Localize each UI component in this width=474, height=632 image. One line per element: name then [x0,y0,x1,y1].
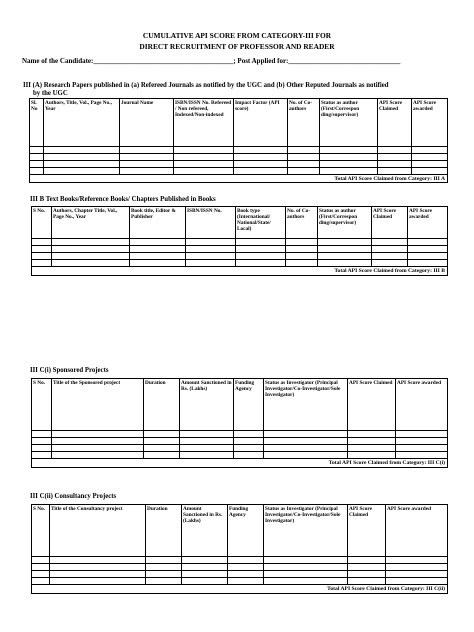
section-ci-heading: III C(i) Sponsored Projects [30,367,109,374]
table-header-row [30,99,448,147]
table-header-row [32,379,448,431]
table-cell[interactable] [396,452,448,459]
table-cell[interactable] [378,161,412,168]
table-cell[interactable] [32,431,52,438]
table-cell[interactable] [412,154,448,161]
table-cell[interactable] [318,253,372,260]
table-cell[interactable] [228,564,264,571]
table-cell[interactable] [320,154,378,161]
table-cell[interactable] [234,452,264,459]
table-cell[interactable] [408,239,448,246]
column-header: S No. [32,505,50,557]
column-header: Funding Agency [228,505,264,557]
table-cell[interactable] [288,154,320,161]
table-cell[interactable] [348,431,396,438]
table-cell[interactable] [348,452,396,459]
table-cell[interactable] [264,557,348,564]
table-cell[interactable] [174,154,234,161]
column-header: API Score Claimed [378,99,412,147]
table-cell[interactable] [320,147,378,154]
column-header: Status as Investigator (Principal Investigator/Co-Investigator/Sole Investigator) [264,379,348,431]
table-cell[interactable] [348,438,396,445]
section-ci-table [31,378,448,468]
section-a-heading-line1: III (A) Research Papers published in (a) Refereed Journals as notified by the UGC and (b) Other Reputed Journals as notified [23,82,389,89]
table-cell[interactable] [44,168,120,175]
column-header: Status as Investigator (Principal Investigator/Co-Investigator/Sole Investigator) [264,505,348,557]
table-cell[interactable] [234,154,288,161]
table-cell[interactable] [236,253,286,260]
table-cell[interactable] [44,161,120,168]
table-cell[interactable] [52,431,144,438]
table-cell[interactable] [408,246,448,253]
column-header: API Score Claimed [348,505,386,557]
table-cell[interactable] [32,438,52,445]
column-header: Duration [144,379,180,431]
table-cell[interactable] [144,452,180,459]
column-header: Authors, Chapter Title, Vol., Page No., Year [52,207,130,239]
table-cell[interactable] [412,161,448,168]
table-cell[interactable] [130,239,186,246]
table-cell[interactable] [386,564,448,571]
total-row [32,459,448,468]
table-cell[interactable] [372,246,408,253]
column-header: Title of the Sponsored project [52,379,144,431]
section-a-heading-line2: by the UGC [33,90,68,97]
table-cell[interactable] [286,239,318,246]
table-cell[interactable] [120,168,174,175]
table-cell[interactable] [318,246,372,253]
form-title-line2: DIRECT RECRUITMENT OF PROFESSOR AND READER [139,42,335,51]
table-cell[interactable] [32,246,52,253]
column-header: No. of Co-authors [288,99,320,147]
total-row [32,585,448,594]
table-cell[interactable] [234,445,264,452]
total-row [32,267,448,276]
column-header: S No. [32,379,52,431]
table-cell[interactable] [236,260,286,267]
table-row[interactable] [32,260,448,267]
column-header: ISBN/ISSN No. Refereed / Non refereed, Indexed/Non-indexed [174,99,234,147]
table-cell[interactable] [174,168,234,175]
table-cell[interactable] [32,445,52,452]
table-cell[interactable] [372,260,408,267]
table-row[interactable] [30,154,448,161]
table-cell[interactable] [396,438,448,445]
table-row[interactable] [32,557,448,564]
table-cell[interactable] [144,431,180,438]
table-cell[interactable] [288,161,320,168]
table-cell[interactable] [378,154,412,161]
column-header: ISBN/ISSN No. [186,207,236,239]
table-cell[interactable] [182,578,228,585]
table-cell[interactable] [180,431,234,438]
section-cii-heading: III C(ii) Consultancy Projects [30,493,117,500]
column-header: API Score Claimed [348,379,396,431]
column-header: Funding Agency [234,379,264,431]
table-row[interactable] [32,253,448,260]
column-header: Status as author (First/Correspon ding/supervisor) [320,99,378,147]
table-cell[interactable] [180,445,234,452]
table-cell[interactable] [348,564,386,571]
table-cell[interactable] [228,571,264,578]
table-cell[interactable] [182,564,228,571]
column-header: Book type (International/ National/State/ Local) [236,207,286,239]
table-cell[interactable] [52,260,130,267]
total-label: Total API Score Claimed from Category: III C(ii) [32,585,448,594]
table-cell[interactable] [318,260,372,267]
column-header: Journal Name [120,99,174,147]
table-row[interactable] [30,147,448,154]
table-cell[interactable] [236,239,286,246]
section-cii-table [31,504,448,594]
table-cell[interactable] [234,168,288,175]
table-cell[interactable] [186,239,236,246]
table-row[interactable] [32,431,448,438]
table-cell[interactable] [32,253,52,260]
column-header: Amount Sanctioned in Rs. (Lakhs) [180,379,234,431]
table-cell[interactable] [146,571,182,578]
column-header: API Score awarded [396,379,448,431]
column-header: API Score awarded [412,99,448,147]
table-cell[interactable] [174,161,234,168]
table-cell[interactable] [144,445,180,452]
table-cell[interactable] [372,253,408,260]
table-row[interactable] [32,239,448,246]
table-cell[interactable] [286,246,318,253]
table-cell[interactable] [52,452,144,459]
table-cell[interactable] [412,147,448,154]
section-b-table [31,206,448,276]
table-row[interactable] [32,571,448,578]
column-header: API Score awarded [408,207,448,239]
table-cell[interactable] [320,161,378,168]
table-cell[interactable] [286,260,318,267]
table-row[interactable] [32,452,448,459]
table-cell[interactable] [186,246,236,253]
table-cell[interactable] [378,147,412,154]
table-cell[interactable] [144,438,180,445]
table-cell[interactable] [264,564,348,571]
table-cell[interactable] [44,147,120,154]
table-cell[interactable] [264,431,348,438]
table-row[interactable] [30,161,448,168]
table-cell[interactable] [30,161,44,168]
column-header: Status as author (First/Correspon ding/supervisor) [318,207,372,239]
table-cell[interactable] [32,452,52,459]
table-cell[interactable] [372,239,408,246]
table-cell[interactable] [408,253,448,260]
table-cell[interactable] [228,557,264,564]
column-header: Amount Sanctioned in Rs. (Lakhs) [182,505,228,557]
table-row[interactable] [32,246,448,253]
table-cell[interactable] [236,246,286,253]
table-cell[interactable] [32,260,52,267]
table-cell[interactable] [320,168,378,175]
table-cell[interactable] [412,168,448,175]
table-cell[interactable] [182,557,228,564]
table-cell[interactable] [234,147,288,154]
table-cell[interactable] [32,557,50,564]
table-cell[interactable] [264,571,348,578]
table-row[interactable] [32,578,448,585]
table-cell[interactable] [234,431,264,438]
table-cell[interactable] [408,260,448,267]
table-cell[interactable] [32,578,50,585]
table-cell[interactable] [50,571,146,578]
table-cell[interactable] [264,452,348,459]
table-cell[interactable] [348,557,386,564]
column-header: API Score awarded [386,505,448,557]
table-cell[interactable] [52,445,144,452]
table-cell[interactable] [228,578,264,585]
table-cell[interactable] [264,438,348,445]
table-cell[interactable] [30,154,44,161]
table-cell[interactable] [234,438,264,445]
table-cell[interactable] [378,168,412,175]
table-cell[interactable] [130,246,186,253]
table-cell[interactable] [146,557,182,564]
column-header: Sl. No [30,99,44,147]
table-cell[interactable] [288,147,320,154]
table-cell[interactable] [386,557,448,564]
table-cell[interactable] [52,239,130,246]
table-cell[interactable] [52,253,130,260]
table-cell[interactable] [348,571,386,578]
table-cell[interactable] [386,571,448,578]
table-cell[interactable] [32,571,50,578]
column-header: Book title, Editor & Publisher [130,207,186,239]
total-label: Total API Score Claimed from Category: III A [30,175,448,183]
section-a-table [29,98,448,183]
table-cell[interactable] [186,253,236,260]
column-header: S No. [32,207,52,239]
table-row[interactable] [30,168,448,175]
table-cell[interactable] [30,168,44,175]
table-row[interactable] [32,438,448,445]
table-cell[interactable] [396,431,448,438]
table-header-row [32,207,448,239]
table-cell[interactable] [286,253,318,260]
table-cell[interactable] [396,445,448,452]
table-cell[interactable] [174,147,234,154]
table-header-row [32,505,448,557]
table-cell[interactable] [264,578,348,585]
table-cell[interactable] [182,571,228,578]
total-label: Total API Score Claimed from Category: III C(i) [32,459,448,468]
form-title-line1: CUMULATIVE API SCORE FROM CATEGORY-III FOR [142,31,332,40]
column-header: Title of the Consultancy project [50,505,146,557]
table-cell[interactable] [146,578,182,585]
table-cell[interactable] [264,445,348,452]
table-cell[interactable] [50,564,146,571]
table-row[interactable] [32,564,448,571]
total-row [30,175,448,183]
table-cell[interactable] [146,564,182,571]
table-cell[interactable] [186,260,236,267]
table-cell[interactable] [50,557,146,564]
table-cell[interactable] [120,147,174,154]
table-cell[interactable] [180,438,234,445]
table-cell[interactable] [52,246,130,253]
column-header: Authors, Title, Vol., Page No., Year [44,99,120,147]
table-cell[interactable] [32,239,52,246]
table-cell[interactable] [386,578,448,585]
table-cell[interactable] [130,260,186,267]
column-header: No. of Co-authors [286,207,318,239]
table-cell[interactable] [120,154,174,161]
column-header: Impact Factor (API score) [234,99,288,147]
table-cell[interactable] [348,578,386,585]
column-header: Duration [146,505,182,557]
table-cell[interactable] [30,147,44,154]
table-cell[interactable] [180,452,234,459]
table-row[interactable] [32,445,448,452]
table-cell[interactable] [234,161,288,168]
table-cell[interactable] [52,438,144,445]
candidate-post-line: Name of the Candidate:________________________________________; Post Applied for:________________________________ [22,57,401,65]
table-cell[interactable] [120,161,174,168]
column-header: API Score Claimed [372,207,408,239]
total-label: Total API Score Claimed from Category: III B [32,267,448,276]
table-cell[interactable] [50,578,146,585]
table-cell[interactable] [288,168,320,175]
table-cell[interactable] [348,445,396,452]
table-cell[interactable] [32,564,50,571]
table-cell[interactable] [318,239,372,246]
table-cell[interactable] [44,154,120,161]
table-cell[interactable] [130,253,186,260]
section-b-heading: III B Text Books/Reference Books/ Chapters Published in Books [30,196,216,203]
